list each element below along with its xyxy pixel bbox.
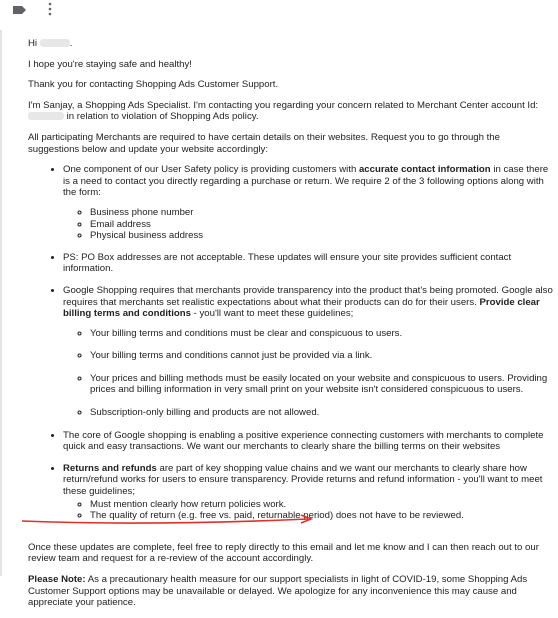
contact-options-list (63, 207, 553, 242)
list-item: • Returns and refunds are part of key shopping value chains and we want our merchants to clearly share how return/refund works for users to ensure transparency. Provide returns and refund information - you'll want to meet these guidelines; ◦ Must mention clearly how return policies work. ◦ The quality of return (e.g. free vs. paid, returnable period) does not have to be reviewed. (63, 463, 553, 522)
guidelines-list (28, 164, 553, 522)
list-item: ◦ Your billing terms and conditions cannot just be provided via a link. (90, 350, 553, 362)
thanks-line: Thank you for contacting Shopping Ads Customer Support. (28, 79, 279, 91)
list-item: ◦ Subscription-only billing and products are not allowed. (90, 407, 553, 419)
list-item: • Google Shopping requires that merchants provide transparency into the product that's being promoted. Google also requires that merchants set realistic expectations about what their products can do for their users. Provide clear billing terms and conditions - you'll want to meet these guidelines; ◦ Your billing terms and conditions must be clear and conspicuous to users. ◦ Your billing terms and conditions cannot just be provided via a link. ◦ Your prices and billing methods must be easily located on your website and conspicuous to users. Providing prices and billing information in very small print on your website isn't considered conspicuous to users. ◦ Subscription-only billing and products are not allowed. (63, 285, 553, 419)
list-item: • PS: PO Box addresses are not acceptable. These updates will ensure your site provides sufficient contact information. (63, 252, 553, 275)
list-item: ◦ Email address (90, 219, 553, 231)
greeting: Hi (28, 38, 38, 49)
greeting-line (28, 38, 553, 50)
billing-guidelines-list (63, 328, 553, 419)
list-item: ◦ Physical business address (90, 230, 553, 242)
list-item: • The core of Google shopping is enabling a positive experience connecting customers with merchants to complete quick and easy transactions. We want our merchants to clearly share the billing terms on their websites (63, 430, 553, 453)
closing-paragraph: Once these updates are complete, feel free to reply directly to this email and let me know and I can then reach out to our review team and request for a re-review of the account accordingly. (28, 541, 539, 565)
redacted-account-id (28, 112, 64, 120)
message-left-border (0, 30, 2, 576)
list-item: ◦ Your prices and billing methods must be easily located on your website and conspicuous to users. Providing prices and billing information in very small print on your website isn't considered conspicuous to users. (90, 373, 553, 396)
greeting-end: . (69, 38, 73, 49)
refund-guidelines-list (63, 499, 553, 522)
intro-paragraph: I'm Sanjay, a Shopping Ads Specialist. I'm contacting you regarding your concern related to Merchant Center account Id: in relation to violation of Shopping Ads policy. (28, 99, 539, 123)
list-item: ◦ Must mention clearly how return policies work. (90, 499, 553, 511)
email-toolbar (0, 0, 558, 20)
list-item: ◦ The quality of return (e.g. free vs. paid, returnable period) does not have to be reviewed. (90, 510, 553, 522)
more-vert-icon[interactable] (48, 2, 52, 16)
wellbeing-line: I hope you're staying safe and healthy! (28, 58, 192, 70)
list-item: ◦ Business phone number (90, 207, 553, 219)
requirements-paragraph: All participating Merchants are required to have certain details on their websites. Request you to go through the suggestions below and update your website accordingly: (28, 131, 500, 155)
list-item: • One component of our User Safety policy is providing customers with accurate contact information in case there is a need to contact you directly regarding a purchase or return. We require 2 of the 3 following options along with the form: ◦ Business phone number ◦ Email address ◦ Physical business address (63, 164, 553, 242)
email-body (28, 38, 553, 618)
note-paragraph: Please Note: As a precautionary health measure for our support specialists in light of COVID-19, some Shopping Ads Customer Support options may be unavailable or delayed. We apologize for any inconvenience this may cause and appreciate your patience. (28, 574, 528, 609)
redacted-name (40, 39, 70, 47)
list-item: ◦ Your billing terms and conditions must be clear and conspicuous to users. (90, 328, 553, 340)
label-icon[interactable] (13, 6, 26, 14)
